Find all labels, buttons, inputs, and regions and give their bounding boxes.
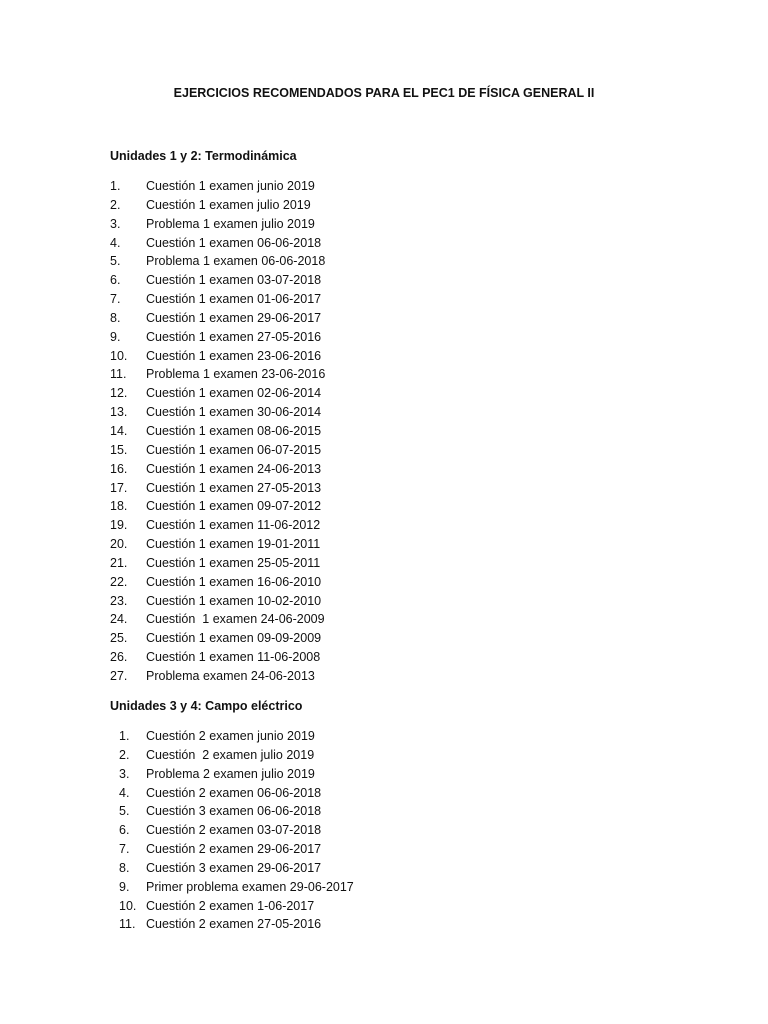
list-item-text: Cuestión 1 examen 06-07-2015 — [146, 442, 322, 457]
list-item — [0, 479, 768, 498]
list-item — [0, 915, 768, 934]
list-item — [0, 422, 768, 441]
list-item — [0, 365, 768, 384]
list-item — [0, 252, 768, 271]
list-item-number: 21. — [110, 555, 128, 570]
list-item-text: Cuestión 1 examen julio 2019 — [146, 197, 311, 212]
list-item — [0, 573, 768, 592]
section-heading-thermodynamics: Unidades 1 y 2: Termodinámica — [110, 149, 297, 163]
list-item-number: 27. — [110, 668, 128, 683]
list-item-text: Cuestión 1 examen 30-06-2014 — [146, 405, 322, 420]
list-item — [0, 746, 768, 765]
list-item-number: 17. — [110, 480, 128, 495]
list-item — [0, 497, 768, 516]
list-item-number: 16. — [110, 461, 128, 476]
list-item-text: Cuestión 1 examen 24-06-2009 — [146, 612, 325, 627]
list-item-text: Cuestión 1 examen 10-02-2010 — [146, 593, 322, 608]
list-item-number: 12. — [110, 386, 128, 401]
list-item-number: 2. — [119, 747, 130, 762]
exercise-list-thermodynamics — [0, 177, 768, 686]
list-item-number: 22. — [110, 574, 128, 589]
list-item — [0, 328, 768, 347]
list-item-text: Cuestión 1 examen 06-06-2018 — [146, 235, 322, 250]
list-item-number: 4. — [110, 235, 121, 250]
list-item — [0, 727, 768, 746]
list-item-number: 13. — [110, 405, 128, 420]
list-item-text: Cuestión 1 examen 16-06-2010 — [146, 574, 322, 589]
list-item-text: Cuestión 1 examen 23-06-2016 — [146, 348, 322, 363]
list-item-text: Cuestión 2 examen 06-06-2018 — [146, 785, 322, 800]
list-item — [0, 648, 768, 667]
list-item-text: Cuestión 1 examen junio 2019 — [146, 179, 315, 193]
list-item-number: 25. — [110, 631, 128, 646]
list-item — [0, 592, 768, 611]
list-item-text: Cuestión 2 examen junio 2019 — [146, 729, 315, 743]
list-item-text: Cuestión 1 examen 29-06-2017 — [146, 310, 322, 325]
list-item-number: 1. — [119, 729, 130, 743]
list-item — [0, 347, 768, 366]
list-item-text: Cuestión 1 examen 09-07-2012 — [146, 499, 322, 514]
list-item-number: 9. — [119, 879, 130, 894]
list-item-number: 18. — [110, 499, 128, 514]
list-item — [0, 309, 768, 328]
list-item — [0, 234, 768, 253]
list-item — [0, 196, 768, 215]
list-item-text: Cuestión 1 examen 24-06-2013 — [146, 461, 322, 476]
list-item-number: 5. — [119, 804, 130, 819]
list-item — [0, 897, 768, 916]
list-item-text: Problema examen 24-06-2013 — [146, 668, 315, 683]
list-item-number: 5. — [110, 254, 121, 269]
list-item-number: 4. — [119, 785, 130, 800]
list-item-text: Cuestión 1 examen 09-09-2009 — [146, 631, 322, 646]
list-item — [0, 554, 768, 573]
exercise-list-electric-field — [0, 727, 768, 934]
list-item — [0, 765, 768, 784]
list-item-number: 19. — [110, 518, 128, 533]
list-item — [0, 535, 768, 554]
list-item — [0, 629, 768, 648]
list-item — [0, 610, 768, 629]
list-item-number: 7. — [119, 842, 130, 857]
list-item-number: 10. — [110, 348, 128, 363]
list-item-number: 26. — [110, 650, 128, 665]
section-heading-electric-field: Unidades 3 y 4: Campo eléctrico — [110, 699, 303, 713]
list-item-number: 6. — [110, 273, 121, 288]
list-item-number: 8. — [110, 310, 121, 325]
list-item-text: Cuestión 1 examen 03-07-2018 — [146, 273, 322, 288]
list-item-text: Cuestión 1 examen 02-06-2014 — [146, 386, 322, 401]
list-item-text: Cuestión 1 examen 27-05-2013 — [146, 480, 322, 495]
list-item-number: 11. — [110, 367, 127, 382]
list-item-text: Cuestión 1 examen 19-01-2011 — [146, 537, 321, 552]
list-item-number: 11. — [119, 917, 136, 932]
list-item-text: Cuestión 2 examen julio 2019 — [146, 747, 315, 762]
document-title: EJERCICIOS RECOMENDADOS PARA EL PEC1 DE FÍSICA GENERAL II — [173, 86, 595, 100]
list-item-number: 7. — [110, 292, 121, 307]
list-item-number: 23. — [110, 593, 128, 608]
list-item — [0, 271, 768, 290]
list-item-text: Cuestión 3 examen 06-06-2018 — [146, 804, 322, 819]
list-item-text: Cuestión 1 examen 01-06-2017 — [146, 292, 322, 307]
list-item — [0, 859, 768, 878]
list-item — [0, 441, 768, 460]
list-item — [0, 290, 768, 309]
list-item-number: 3. — [119, 766, 130, 781]
list-item — [0, 460, 768, 479]
list-item-text: Cuestión 2 examen 1-06-2017 — [146, 898, 315, 913]
list-item-number: 14. — [110, 423, 128, 438]
list-item-number: 24. — [110, 612, 128, 627]
list-item — [0, 802, 768, 821]
list-item-number: 6. — [119, 823, 130, 838]
list-item-text: Cuestión 1 examen 11-06-2012 — [146, 518, 321, 533]
list-item-text: Problema 2 examen julio 2019 — [146, 766, 315, 781]
list-item-text: Cuestión 1 examen 25-05-2011 — [146, 555, 321, 570]
list-item-number: 8. — [119, 860, 130, 875]
list-item — [0, 878, 768, 897]
list-item-text: Cuestión 1 examen 08-06-2015 — [146, 423, 322, 438]
list-item — [0, 403, 768, 422]
list-item — [0, 840, 768, 859]
list-item-text: Cuestión 3 examen 29-06-2017 — [146, 860, 322, 875]
list-item-text: Problema 1 examen 06-06-2018 — [146, 254, 326, 269]
list-item-text: Cuestión 1 examen 11-06-2008 — [146, 650, 321, 665]
list-item-text: Cuestión 2 examen 27-05-2016 — [146, 917, 322, 932]
list-item — [0, 177, 768, 196]
list-item — [0, 215, 768, 234]
list-item-text: Cuestión 2 examen 29-06-2017 — [146, 842, 322, 857]
list-item — [0, 384, 768, 403]
list-item-number: 2. — [110, 197, 121, 212]
list-item-number: 3. — [110, 216, 121, 231]
list-item — [0, 821, 768, 840]
list-item — [0, 516, 768, 535]
list-item-text: Cuestión 1 examen 27-05-2016 — [146, 329, 322, 344]
list-item-number: 15. — [110, 442, 128, 457]
list-item-number: 9. — [110, 329, 121, 344]
list-item — [0, 784, 768, 803]
list-item-number: 10. — [119, 898, 137, 913]
list-item-text: Primer problema examen 29-06-2017 — [146, 879, 354, 894]
list-item-text: Problema 1 examen 23-06-2016 — [146, 367, 326, 382]
list-item-text: Cuestión 2 examen 03-07-2018 — [146, 823, 322, 838]
list-item-number: 1. — [110, 179, 121, 193]
list-item — [0, 667, 768, 686]
list-item-text: Problema 1 examen julio 2019 — [146, 216, 315, 231]
list-item-number: 20. — [110, 537, 128, 552]
